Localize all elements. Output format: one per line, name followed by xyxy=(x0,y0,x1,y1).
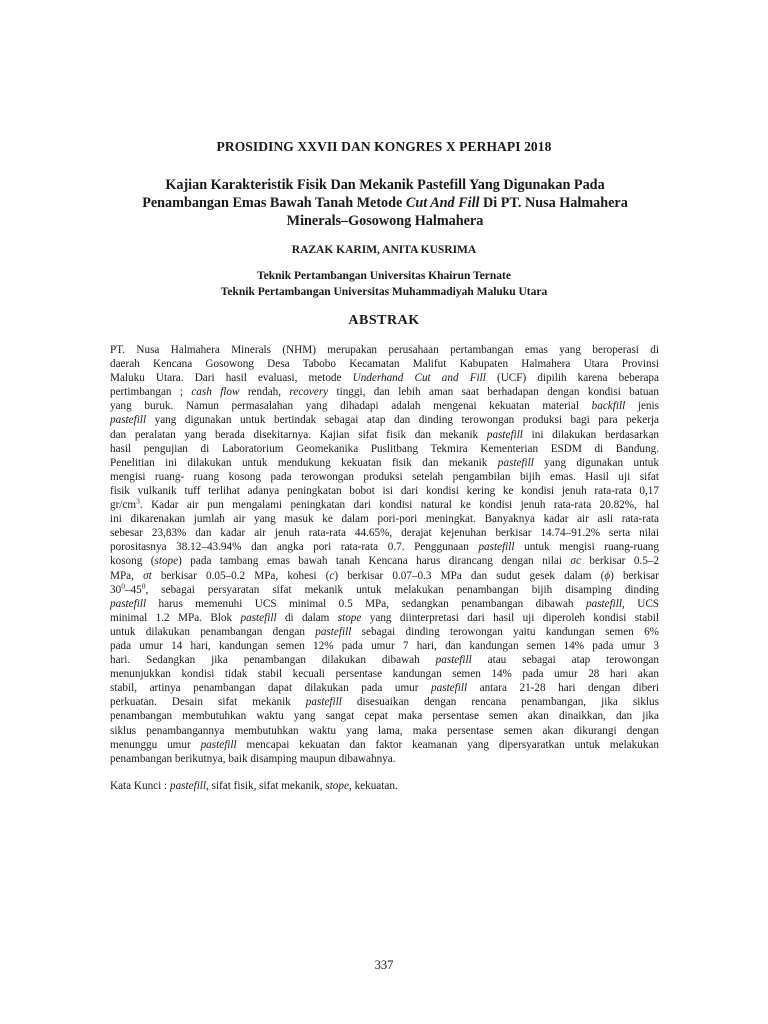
abstract-line xyxy=(110,752,659,766)
text-run: hari. Sedangkan jika penambangan dilakukan dibawah xyxy=(110,654,436,667)
text-run: atau sebagai atap terowongan xyxy=(471,654,659,667)
italic-term: stope xyxy=(154,555,179,568)
abstract-line xyxy=(110,357,659,371)
abstract-line xyxy=(110,611,659,625)
text-run: yang digunakan untuk bertindak sebagai atap dan dinding terowongan produksi bagi para pekerja xyxy=(146,414,659,427)
italic-term: stope xyxy=(325,780,349,792)
affiliation-2: Teknik Pertambangan Universitas Muhammadiyah Maluku Utara xyxy=(220,286,548,298)
text-run: yang buruk. Namun permasalahan yang dihadapi adalah mengenai kekuatan material xyxy=(110,400,592,413)
text-run: pada umur 14 hari, kandungan semen 12% pada umur 7 hari, dan kandungan semen 14% pada umur 3 xyxy=(110,639,659,652)
text-run: harus memenuhi UCS minimal 0.5 MPa, sedangkan penambangan dibawah xyxy=(146,597,586,610)
text-run: porositasnya 38.12–43.94% dan angka pori rata-rata 0.7. Penggunaan xyxy=(110,541,479,554)
text-run: berkisar 0.05–0.2 MPa, kohesi ( xyxy=(151,569,330,582)
text-run: fisik vulkanik tuff terlihat adanya peningkatan bobot isi dari kondisi kering ke kondisi jenuh rata-rata 0,17 xyxy=(110,484,659,497)
text-run: antara 21-28 hari dengan diberi xyxy=(467,682,659,695)
abstract-line xyxy=(110,709,659,723)
abstract-line xyxy=(110,540,659,554)
text-run: yang digunakan untuk xyxy=(533,456,659,469)
italic-term: σc xyxy=(570,555,581,568)
abstract-line xyxy=(110,343,659,357)
text-run: untuk dilakukan penambangan dengan xyxy=(110,625,316,638)
text-run: (UCF) dipilih karena beberapa xyxy=(485,372,659,385)
text-run: ini dikarenakan jumlah air yang masuk ke dalam pori-pori meningkat. Banyaknya kadar air asli rata-rata xyxy=(110,513,659,526)
abstract-line xyxy=(110,597,659,611)
superscript: 0 xyxy=(141,580,146,590)
abstract-line xyxy=(110,442,659,456)
italic-term: pastefill xyxy=(431,682,468,695)
italic-term: pastefill xyxy=(435,654,472,667)
abstract-line xyxy=(110,625,659,639)
abstract-line xyxy=(110,639,659,653)
abstract-line xyxy=(110,667,659,681)
abstract-line xyxy=(110,399,659,413)
italic-term: pastefill xyxy=(305,696,342,709)
text-run: gr/cm xyxy=(110,499,137,512)
abstract-heading: ABSTRAK xyxy=(348,313,420,328)
text-run: –45 xyxy=(124,583,142,596)
italic-term: Underhand Cut and Fill xyxy=(352,372,486,385)
title-line-3: Minerals–Gosowong Halmahera xyxy=(286,213,484,229)
text-run: berkisar 0.5–2 xyxy=(580,555,659,568)
abstract-body xyxy=(110,343,659,766)
text-run: jenis xyxy=(625,400,659,413)
abstract-line xyxy=(110,470,659,484)
abstract-line xyxy=(110,554,659,568)
text-run: Penelitian ini dilakukan untuk mendukung kekuatan fisik dan mekanik xyxy=(110,456,498,469)
abstract-line xyxy=(110,413,659,427)
abstract-line xyxy=(110,738,659,752)
italic-term: pastefill xyxy=(200,738,237,751)
text-run: sebesar 23,83% dan kadar air jenuh rata-rata 44.65%, derajat kejenuhan berkisar 14.74–91.2% serta nilai xyxy=(110,527,659,540)
abstract-line xyxy=(110,512,659,526)
text-run: Kata Kunci : xyxy=(110,780,170,792)
text-run: penambangan membutuhkan waktu yang sangat cepat maka persentase semen akan dinaikkan, dan jika xyxy=(110,710,659,723)
text-run: PT. Nusa Halmahera Minerals (NHM) merupakan perusahaan pertambangan emas yang beroperasi di xyxy=(110,344,659,356)
text-run: rendah, xyxy=(239,386,290,399)
text-run: 30 xyxy=(110,583,122,596)
text-run: UCS xyxy=(624,597,659,610)
superscript: 3 xyxy=(136,496,140,506)
abstract-line xyxy=(110,456,659,470)
text-run: di dalam xyxy=(276,611,338,624)
italic-term: σt xyxy=(143,569,152,582)
italic-term: c xyxy=(329,569,335,582)
abstract-line xyxy=(110,428,659,442)
title-line-2: Penambangan Emas Bawah Tanah Metode Cut And Fill Di PT. Nusa Halmahera xyxy=(142,195,628,211)
italic-term: ϕ xyxy=(604,569,611,582)
abstract-line xyxy=(110,695,659,709)
italic-term: pastefill xyxy=(110,597,147,610)
text-run: yang diinterpretasi dari hasil uji diperoleh kondisi stabil xyxy=(361,611,659,624)
italic-term: recovery xyxy=(289,386,329,399)
abstract-line xyxy=(110,484,659,498)
text-run: minimal 1.2 MPa. Blok xyxy=(110,611,241,624)
abstract-line xyxy=(110,580,659,597)
italic-term: pastefill xyxy=(240,611,277,624)
italic-term: pastefill xyxy=(169,780,207,792)
abstract-line xyxy=(110,371,659,385)
authors: RAZAK KARIM, ANITA KUSRIMA xyxy=(291,244,477,256)
title-line-1: Kajian Karakteristik Fisik Dan Mekanik Pastefill Yang Digunakan Pada xyxy=(165,177,605,193)
abstract-line xyxy=(110,681,659,695)
text-run: , sebagai persyaratan sifat mekanik untuk melakukan penambangan bijih disamping dinding xyxy=(145,583,659,596)
italic-term: pastefill xyxy=(110,414,147,427)
abstract-line xyxy=(110,385,659,399)
text-run: ) berkisar 0.07–0.3 MPa dan sudut gesek dalam ( xyxy=(334,569,605,582)
text-run: ini dilakukan berdasarkan xyxy=(522,428,659,441)
text-run: penambangan berikutnya, baik disamping maupun dibawahnya. xyxy=(110,752,396,765)
text-run: , kekuatan. xyxy=(348,780,398,792)
italic-term: backfill xyxy=(591,400,626,413)
text-run: mencapai kekuatan dan faktor keamanan yang dipersyaratkan untuk melakukan xyxy=(236,738,659,751)
italic-term: pastefill xyxy=(315,625,352,638)
affiliations xyxy=(0,268,768,300)
abstract-line xyxy=(110,498,659,512)
page-number: 337 xyxy=(374,958,394,972)
italic-term: pastefill xyxy=(486,428,523,441)
text-run: daerah Kencana Gosowong Desa Tabobo Kecamatan Malifut Kabupaten Halmahera Utara Provinsi xyxy=(110,358,659,371)
proceedings-header: PROSIDING XXVII DAN KONGRES X PERHAPI 2018 xyxy=(216,139,552,154)
text-run: MPa, xyxy=(110,569,144,582)
text-run: Maluku Utara. Dari hasil evaluasi, metode xyxy=(110,372,353,385)
text-run: , sifat fisik, sifat mekanik, xyxy=(206,780,326,792)
italic-term: cash flow xyxy=(191,386,240,399)
text-run: mengisi ruang- ruang kosong pada terowongan produksi setelah pengambilan bijih emas. Hasil uji sifat xyxy=(110,470,659,483)
italic-term: stope xyxy=(337,611,362,624)
text-run: pertimbangan ; xyxy=(110,386,192,399)
paper-title xyxy=(90,176,680,230)
text-run: . Kadar air pun mengalami peningkatan dari kondisi natural ke kondisi jenuh rata-rata 20.82%, hal xyxy=(139,499,659,512)
text-run: tinggi, dan lebih aman saat berhadapan dengan kondisi batuan xyxy=(328,386,659,399)
text-run: kosong ( xyxy=(110,555,155,568)
italic-term: pastefill, xyxy=(585,597,625,610)
italic-term: pastefill xyxy=(497,456,534,469)
text-run: hasil pengujian di Laboratorium Geomekanika Puslitbang Tekmira Kementerian ESDM di Bandung. xyxy=(110,442,659,455)
italic-term: pastefill xyxy=(478,541,515,554)
superscript: 0 xyxy=(121,580,125,590)
text-run: disesuaikan dengan rencana penambangan, jika siklus xyxy=(341,696,659,709)
abstract-line xyxy=(110,653,659,667)
text-run: stabil, artinya penambangan dapat dilakukan pada umur xyxy=(110,682,432,695)
text-run: menunjukkan kondisi tidak stabil kecuali persentase kandungan semen 14% pada umur 28 hari akan xyxy=(110,668,659,681)
affiliation-1: Teknik Pertambangan Universitas Khairun Ternate xyxy=(257,270,511,282)
abstract-line xyxy=(110,526,659,540)
abstract-line xyxy=(110,569,659,583)
text-run: sebagai dinding terowongan yaitu kandungan semen 6% xyxy=(351,625,659,638)
abstract-line xyxy=(110,724,659,738)
text-run: perkuatan. Desain sifat mekanik xyxy=(110,696,306,709)
text-run: siklus penambangannya membutuhkan waktu yang lama, maka persentase semen akan dikurangi dengan xyxy=(110,724,659,737)
text-run: ) berkisar xyxy=(610,569,659,582)
text-run: menunggu umur xyxy=(110,738,201,751)
text-run: ) pada tambang emas bawah tanah Kencana harus dirancang dengan nilai xyxy=(178,555,571,568)
keywords xyxy=(110,780,659,792)
text-run: dan peralatan yang berada disekitarnya. Kajian sifat fisik dan mekanik xyxy=(110,428,487,441)
text-run: untuk mengisi ruang-ruang xyxy=(514,541,659,554)
